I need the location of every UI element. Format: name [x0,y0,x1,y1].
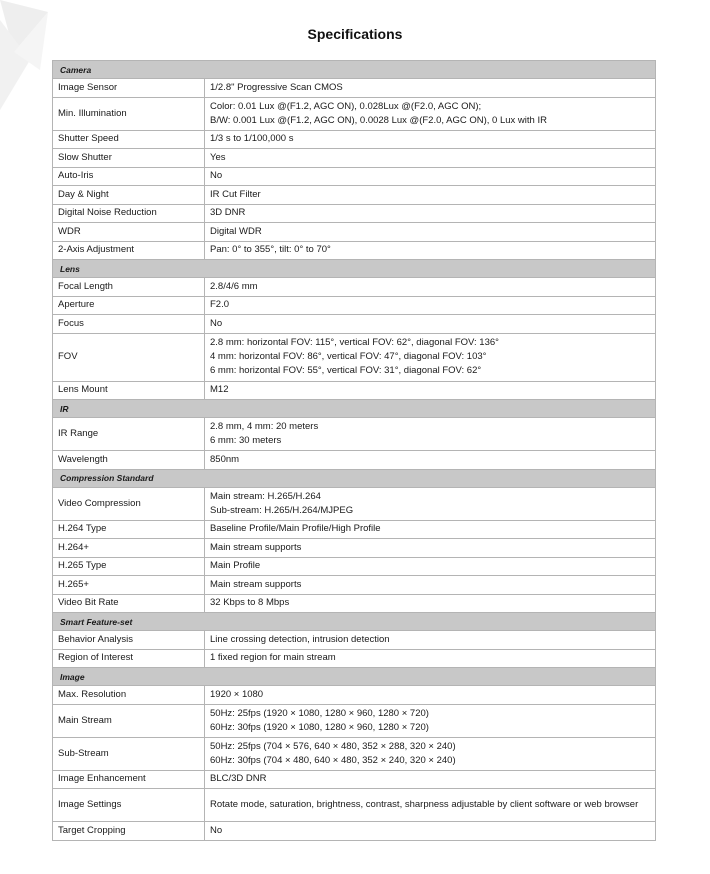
table-row [53,557,656,576]
spec-value-line: 2.8 mm: horizontal FOV: 115°, vertical FOV: 62°, diagonal FOV: 136° [210,337,499,348]
spec-value [205,130,656,149]
spec-label: Image Sensor [53,79,205,98]
spec-value [205,822,656,841]
section-header-row [53,400,656,418]
spec-value-line: Line crossing detection, intrusion detection [210,633,390,645]
spec-value-line: B/W: 0.001 Lux @(F1.2, AGC ON), 0.0028 Lux @(F2.0, AGC ON), 0 Lux with IR [210,114,547,126]
spec-value-line: No [210,824,223,836]
spec-value [205,520,656,539]
spec-label: Sub-Stream [53,737,205,770]
spec-value [205,241,656,260]
spec-value [205,576,656,595]
table-row [53,296,656,315]
section-title: IR [53,400,656,418]
table-row [53,576,656,595]
table-row [53,241,656,260]
spec-value-line: 6 mm: horizontal FOV: 55°, vertical FOV: 31°, diagonal FOV: 62° [210,365,482,376]
spec-value [205,539,656,558]
table-row [53,333,656,381]
spec-value [205,704,656,737]
spec-value [205,333,656,381]
spec-value-line: 32 Kbps to 8 Mbps [210,597,290,609]
spec-value [205,79,656,98]
spec-label: WDR [53,223,205,242]
spec-value-line: 1 fixed region for main stream [210,652,336,664]
spec-label: H.264+ [53,539,205,558]
table-row [53,704,656,737]
spec-value-line: 6 mm: 30 meters [210,435,282,446]
table-row [53,789,656,822]
spec-value-line: 1920 × 1080 [210,688,264,700]
spec-value-line: Sub-stream: H.265/H.264/MJPEG [210,504,354,516]
section-title: Camera [53,61,656,79]
spec-value-line: 1/3 s to 1/100,000 s [210,133,294,145]
spec-value-line: BLC/3D DNR [210,773,267,785]
spec-value-line: Pan: 0° to 355°, tilt: 0° to 70° [210,244,331,256]
spec-value [205,204,656,223]
page-title: Specifications [307,26,403,42]
spec-value [205,737,656,770]
specifications-table [52,60,656,841]
spec-label: FOV [53,333,205,381]
table-row [53,649,656,668]
spec-value-line: Baseline Profile/Main Profile/High Profile [210,523,381,535]
spec-label: Digital Noise Reduction [53,204,205,223]
spec-label: IR Range [53,418,205,451]
spec-value-line: IR Cut Filter [210,188,261,200]
spec-label: Main Stream [53,704,205,737]
spec-value-line: Color: 0.01 Lux @(F1.2, AGC ON), 0.028Lux @(F2.0, AGC ON); [210,100,482,112]
section-header-row [53,668,656,686]
spec-value-line: Main stream: H.265/H.264 [210,490,321,502]
table-row [53,149,656,168]
spec-value-line: Main stream supports [210,578,302,590]
table-row [53,130,656,149]
table-row [53,451,656,470]
spec-value-line: Main Profile [210,560,261,572]
spec-value [205,278,656,297]
spec-value [205,557,656,576]
specifications-table-body [53,61,656,841]
table-row [53,539,656,558]
table-row [53,418,656,451]
spec-value [205,594,656,613]
spec-value [205,686,656,705]
spec-value [205,789,656,822]
spec-value [205,487,656,520]
table-row [53,520,656,539]
section-header-row [53,61,656,79]
spec-value-line: 2.8/4/6 mm [210,280,258,292]
spec-value [205,186,656,205]
spec-value [205,418,656,451]
table-row [53,686,656,705]
spec-label: H.265 Type [53,557,205,576]
table-row [53,204,656,223]
spec-label: Wavelength [53,451,205,470]
spec-value-line: 50Hz: 25fps (1920 × 1080, 1280 × 960, 1280 × 720) [210,707,429,719]
spec-label: Day & Night [53,186,205,205]
spec-value-line: Rotate mode, saturation, brightness, contrast, sharpness adjustable by client software or web browser [210,799,639,810]
spec-label: Video Compression [53,487,205,520]
spec-label: Auto-Iris [53,167,205,186]
spec-label: Behavior Analysis [53,631,205,650]
section-title: Smart Feature-set [53,613,656,631]
section-title: Compression Standard [53,469,656,487]
table-row [53,167,656,186]
spec-label: H.265+ [53,576,205,595]
spec-label: Shutter Speed [53,130,205,149]
spec-label: Image Settings [53,789,205,822]
spec-value [205,381,656,400]
spec-label: H.264 Type [53,520,205,539]
table-row [53,79,656,98]
spec-label: Region of Interest [53,649,205,668]
section-header-row [53,613,656,631]
section-title: Image [53,668,656,686]
section-title: Lens [53,260,656,278]
spec-value-line: No [210,170,223,182]
spec-label: Image Enhancement [53,770,205,789]
spec-value-line: 4 mm: horizontal FOV: 86°, vertical FOV: 47°, diagonal FOV: 103° [210,351,487,362]
spec-value [205,631,656,650]
spec-label: Min. Illumination [53,97,205,130]
spec-value [205,97,656,130]
spec-label: 2-Axis Adjustment [53,241,205,260]
table-row [53,381,656,400]
table-row [53,97,656,130]
section-header-row [53,469,656,487]
table-row [53,278,656,297]
spec-label: Lens Mount [53,381,205,400]
spec-value-line: 2.8 mm, 4 mm: 20 meters [210,421,319,432]
spec-value-line: M12 [210,384,229,396]
spec-value-line: 3D DNR [210,207,246,219]
section-header-row [53,260,656,278]
spec-label: Max. Resolution [53,686,205,705]
spec-value [205,167,656,186]
spec-value-line: 60Hz: 30fps (1920 × 1080, 1280 × 960, 1280 × 720) [210,721,429,733]
table-row [53,822,656,841]
spec-value-line: 60Hz: 30fps (704 × 480, 640 × 480, 352 × 240, 320 × 240) [210,754,456,766]
table-row [53,737,656,770]
spec-value-line: No [210,317,223,329]
spec-label: Aperture [53,296,205,315]
spec-value [205,223,656,242]
table-row [53,186,656,205]
spec-value-line: 850nm [210,453,240,465]
table-row [53,770,656,789]
spec-value [205,315,656,334]
spec-value [205,149,656,168]
spec-label: Target Cropping [53,822,205,841]
spec-value [205,770,656,789]
spec-value [205,451,656,470]
spec-value-line: 50Hz: 25fps (704 × 576, 640 × 480, 352 × 288, 320 × 240) [210,740,456,752]
spec-label: Slow Shutter [53,149,205,168]
table-row [53,223,656,242]
table-row [53,631,656,650]
table-row [53,594,656,613]
spec-value-line: Main stream supports [210,541,302,553]
spec-label: Video Bit Rate [53,594,205,613]
table-row [53,487,656,520]
spec-value-line: F2.0 [210,299,230,311]
spec-value-line: Digital WDR [210,225,262,237]
spec-value-line: 1/2.8" Progressive Scan CMOS [210,81,343,93]
spec-label: Focal Length [53,278,205,297]
table-row [53,315,656,334]
spec-value [205,649,656,668]
corner-logo-watermark [0,0,60,110]
spec-label: Focus [53,315,205,334]
spec-value-line: Yes [210,151,226,163]
spec-value [205,296,656,315]
